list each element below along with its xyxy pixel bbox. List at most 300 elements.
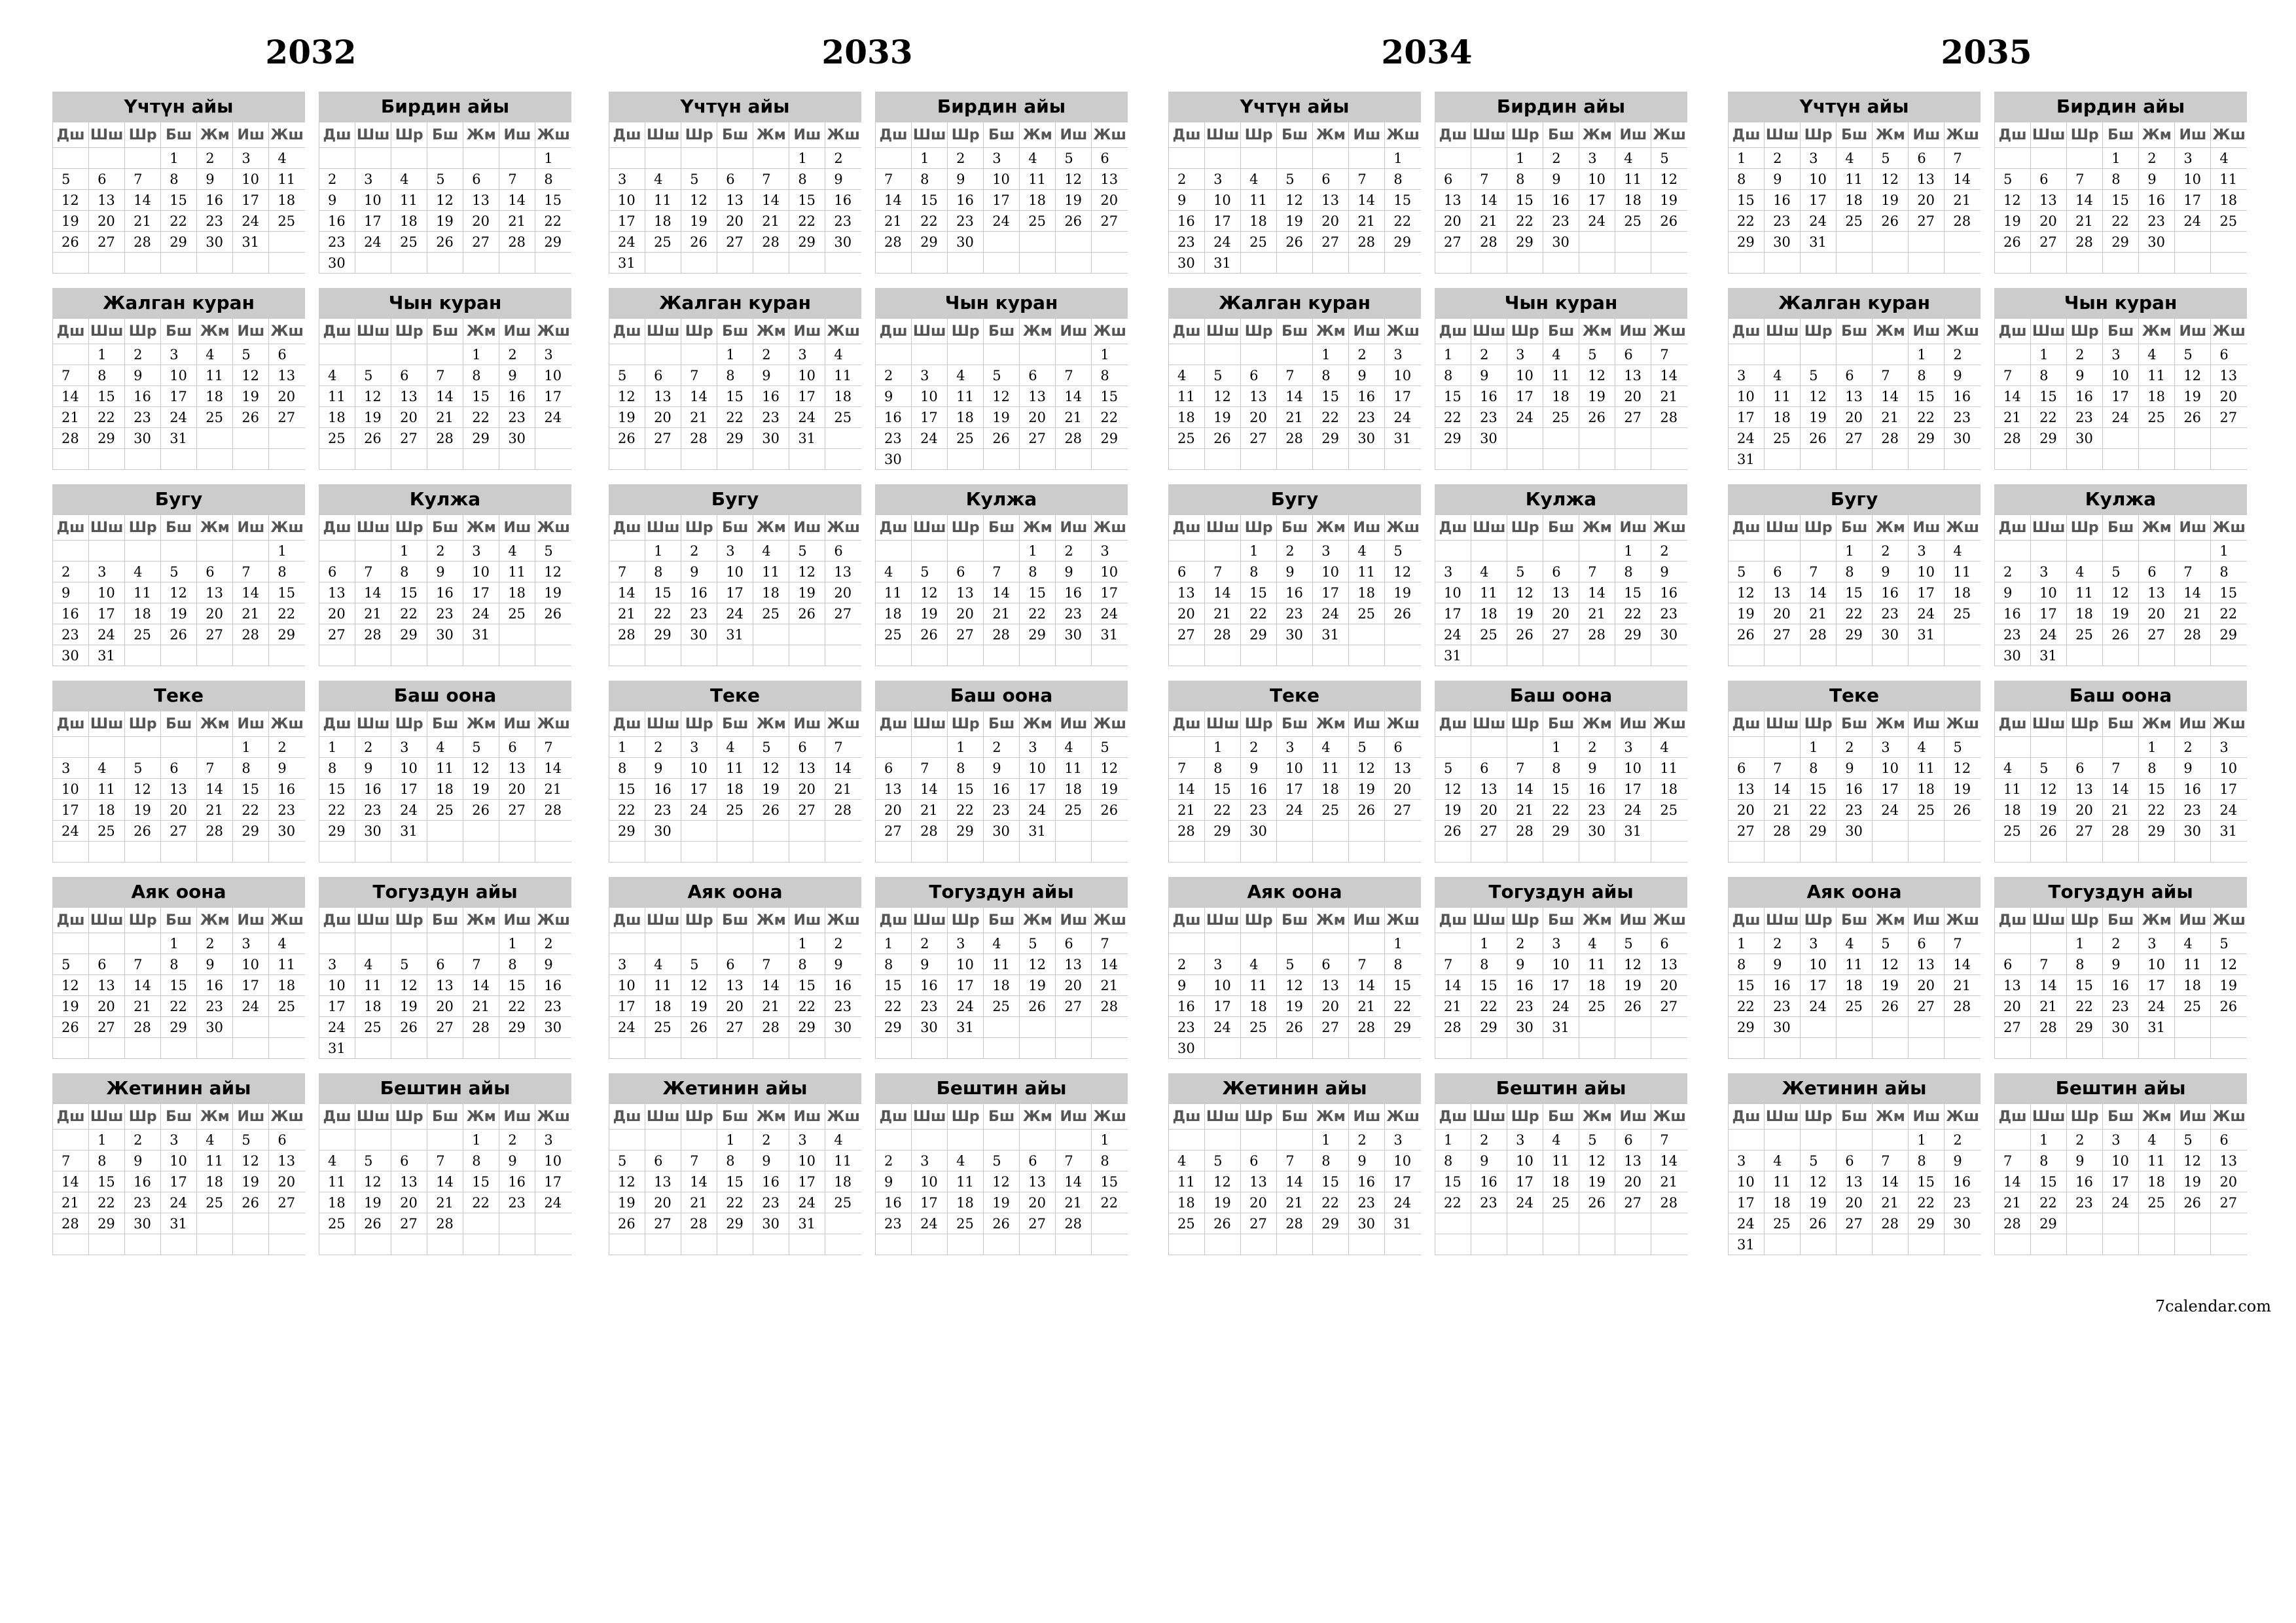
weekday-header: Жш xyxy=(269,711,305,737)
day-cell xyxy=(2067,1038,2103,1059)
day-cell: 8 xyxy=(1313,365,1349,386)
day-cell: 10 xyxy=(535,365,571,386)
day-cell: 24 xyxy=(1092,603,1128,624)
day-cell: 28 xyxy=(1765,821,1801,842)
day-cell: 16 xyxy=(2139,190,2175,211)
day-cell: 9 xyxy=(1765,169,1801,190)
day-cell: 12 xyxy=(753,758,789,779)
day-cell: 4 xyxy=(876,562,912,582)
day-cell: 13 xyxy=(269,365,305,386)
day-cell: 12 xyxy=(233,1150,269,1171)
day-cell: 22 xyxy=(1909,407,1945,428)
day-cell: 29 xyxy=(1909,1213,1945,1234)
day-cell: 25 xyxy=(1837,996,1873,1017)
day-cell: 11 xyxy=(825,365,861,386)
month-block xyxy=(319,92,571,272)
day-cell xyxy=(355,148,391,169)
day-cell xyxy=(269,1234,305,1255)
day-cell: 3 xyxy=(1205,169,1241,190)
day-cell: 25 xyxy=(1241,232,1277,253)
day-cell: 17 xyxy=(1385,1171,1421,1192)
day-cell: 11 xyxy=(1765,1171,1801,1192)
month-block xyxy=(1728,877,1981,1057)
day-cell: 13 xyxy=(2211,1150,2247,1171)
day-cell: 27 xyxy=(89,1017,125,1038)
day-cell: 22 xyxy=(319,800,355,821)
day-cell: 26 xyxy=(681,1017,717,1038)
day-cell xyxy=(2211,449,2247,470)
day-cell: 23 xyxy=(2067,407,2103,428)
day-cell: 7 xyxy=(499,169,535,190)
month-block xyxy=(1435,484,1687,664)
day-cell: 23 xyxy=(1056,603,1092,624)
day-cell: 16 xyxy=(1995,603,2031,624)
day-cell: 1 xyxy=(2031,1130,2067,1150)
day-cell: 4 xyxy=(319,365,355,386)
month-name: Тогуздун айы xyxy=(1435,877,1687,908)
day-cell: 17 xyxy=(2103,386,2139,407)
day-cell: 11 xyxy=(948,386,984,407)
day-cell: 26 xyxy=(53,1017,89,1038)
day-cell: 24 xyxy=(2103,407,2139,428)
day-cell xyxy=(2103,449,2139,470)
weekday-header: Шр xyxy=(125,908,161,933)
day-cell xyxy=(789,253,825,274)
day-cell: 21 xyxy=(125,996,161,1017)
day-cell: 30 xyxy=(912,1017,948,1038)
day-cell: 5 xyxy=(1995,169,2031,190)
day-cell: 19 xyxy=(2031,800,2067,821)
day-cell: 21 xyxy=(753,996,789,1017)
month-block xyxy=(1168,681,1421,861)
weekday-header: Жм xyxy=(1579,908,1615,933)
day-cell xyxy=(1507,737,1543,758)
day-cell: 1 xyxy=(269,541,305,562)
day-cell xyxy=(948,842,984,863)
day-cell: 24 xyxy=(912,1213,948,1234)
weekday-header: Дш xyxy=(1169,122,1205,148)
day-cell: 21 xyxy=(1056,407,1092,428)
month-block xyxy=(875,877,1128,1057)
day-cell: 7 xyxy=(1945,933,1981,954)
weekday-header: Шш xyxy=(645,515,681,541)
day-cell: 10 xyxy=(233,954,269,975)
day-cell: 15 xyxy=(269,582,305,603)
day-cell xyxy=(2175,645,2211,666)
day-cell: 19 xyxy=(1615,975,1651,996)
day-cell xyxy=(391,253,427,274)
day-cell: 21 xyxy=(1277,1192,1313,1213)
day-cell: 7 xyxy=(463,954,499,975)
day-cell: 10 xyxy=(789,365,825,386)
day-cell: 6 xyxy=(1092,148,1128,169)
day-cell: 15 xyxy=(1385,975,1421,996)
day-cell: 11 xyxy=(1837,169,1873,190)
day-cell: 30 xyxy=(753,1213,789,1234)
day-cell xyxy=(499,624,535,645)
day-cell: 28 xyxy=(1435,1017,1471,1038)
day-cell xyxy=(1579,253,1615,274)
day-cell: 27 xyxy=(1729,821,1765,842)
day-cell: 10 xyxy=(2031,582,2067,603)
day-cell: 14 xyxy=(197,779,233,800)
weekday-header: Шр xyxy=(1801,1104,1837,1130)
day-cell: 30 xyxy=(197,1017,233,1038)
month-grid xyxy=(1435,1104,1687,1255)
day-cell: 3 xyxy=(2103,344,2139,365)
weekday-header: Дш xyxy=(1995,908,2031,933)
day-cell: 11 xyxy=(269,954,305,975)
day-cell: 26 xyxy=(681,232,717,253)
month-block xyxy=(319,484,571,664)
day-cell xyxy=(1651,1234,1687,1255)
day-cell: 24 xyxy=(609,1017,645,1038)
day-cell xyxy=(2031,933,2067,954)
weekday-header: Жш xyxy=(825,1104,861,1130)
day-cell: 13 xyxy=(391,386,427,407)
day-cell: 20 xyxy=(391,1192,427,1213)
day-cell: 19 xyxy=(1205,1192,1241,1213)
weekday-header: Дш xyxy=(609,515,645,541)
day-cell: 13 xyxy=(1543,582,1579,603)
day-cell: 12 xyxy=(2031,779,2067,800)
day-cell xyxy=(355,645,391,666)
day-cell: 31 xyxy=(2139,1017,2175,1038)
day-cell: 14 xyxy=(1092,954,1128,975)
day-cell: 14 xyxy=(1651,1150,1687,1171)
day-cell: 23 xyxy=(1169,1017,1205,1038)
day-cell: 7 xyxy=(1277,1150,1313,1171)
day-cell: 8 xyxy=(876,954,912,975)
day-cell: 27 xyxy=(1837,428,1873,449)
day-cell: 2 xyxy=(53,562,89,582)
day-cell: 24 xyxy=(1615,800,1651,821)
day-cell: 3 xyxy=(1615,737,1651,758)
day-cell: 17 xyxy=(463,582,499,603)
day-cell xyxy=(717,148,753,169)
day-cell xyxy=(2067,645,2103,666)
day-cell: 11 xyxy=(825,1150,861,1171)
day-cell: 3 xyxy=(391,737,427,758)
day-cell: 7 xyxy=(2103,758,2139,779)
day-cell xyxy=(1729,1130,1765,1150)
day-cell: 3 xyxy=(1385,344,1421,365)
day-cell: 20 xyxy=(1651,975,1687,996)
day-cell: 14 xyxy=(1873,386,1909,407)
day-cell: 21 xyxy=(912,800,948,821)
weekday-header: Шр xyxy=(1801,515,1837,541)
day-cell: 25 xyxy=(269,996,305,1017)
weekday-header: Иш xyxy=(1056,711,1092,737)
day-cell: 2 xyxy=(753,344,789,365)
day-cell xyxy=(1277,449,1313,470)
weekday-header: Жм xyxy=(197,711,233,737)
day-cell: 28 xyxy=(1579,624,1615,645)
day-cell xyxy=(1349,253,1385,274)
month-name: Бештин айы xyxy=(875,1073,1128,1104)
day-cell xyxy=(161,541,197,562)
day-cell xyxy=(984,842,1020,863)
day-cell: 24 xyxy=(609,232,645,253)
day-cell: 3 xyxy=(789,344,825,365)
day-cell xyxy=(1801,344,1837,365)
month-name: Жетинин айы xyxy=(1168,1073,1421,1104)
day-cell: 15 xyxy=(535,190,571,211)
day-cell: 9 xyxy=(753,365,789,386)
day-cell xyxy=(645,645,681,666)
day-cell: 5 xyxy=(125,758,161,779)
weekday-header: Иш xyxy=(789,319,825,344)
day-cell: 3 xyxy=(1873,737,1909,758)
day-cell xyxy=(1169,1234,1205,1255)
day-cell: 10 xyxy=(1543,954,1579,975)
day-cell: 14 xyxy=(2103,779,2139,800)
day-cell: 9 xyxy=(948,169,984,190)
weekday-header: Иш xyxy=(789,1104,825,1130)
day-cell xyxy=(2103,428,2139,449)
day-cell xyxy=(1241,1234,1277,1255)
month-grid xyxy=(609,711,861,863)
day-cell: 16 xyxy=(1349,386,1385,407)
day-cell: 22 xyxy=(717,407,753,428)
day-cell: 15 xyxy=(1729,975,1765,996)
day-cell: 12 xyxy=(1651,169,1687,190)
day-cell: 1 xyxy=(1435,344,1471,365)
weekday-header: Дш xyxy=(53,515,89,541)
day-cell: 6 xyxy=(2067,758,2103,779)
month-block xyxy=(52,92,305,272)
month-grid xyxy=(1728,515,1981,666)
day-cell xyxy=(161,253,197,274)
weekday-header: Жм xyxy=(2139,319,2175,344)
day-cell: 14 xyxy=(2175,582,2211,603)
day-cell: 10 xyxy=(1313,562,1349,582)
weekday-header: Шш xyxy=(1765,319,1801,344)
day-cell xyxy=(1205,1130,1241,1150)
weekday-header: Шр xyxy=(2067,1104,2103,1130)
day-cell xyxy=(427,842,463,863)
weekday-header: Шр xyxy=(2067,122,2103,148)
day-cell: 21 xyxy=(984,603,1020,624)
month-grid xyxy=(1435,711,1687,863)
day-cell: 7 xyxy=(2067,169,2103,190)
day-cell xyxy=(2067,1213,2103,1234)
weekday-header: Жш xyxy=(269,1104,305,1130)
day-cell: 31 xyxy=(789,428,825,449)
day-cell: 28 xyxy=(355,624,391,645)
weekday-header: Бш xyxy=(717,1104,753,1130)
day-cell: 8 xyxy=(319,758,355,779)
day-cell xyxy=(355,253,391,274)
day-cell xyxy=(1277,1130,1313,1150)
day-cell: 30 xyxy=(53,645,89,666)
day-cell: 29 xyxy=(1507,232,1543,253)
day-cell: 6 xyxy=(319,562,355,582)
day-cell xyxy=(463,1234,499,1255)
weekday-header: Дш xyxy=(1435,515,1471,541)
day-cell: 27 xyxy=(1385,800,1421,821)
day-cell: 23 xyxy=(499,1192,535,1213)
weekday-header: Иш xyxy=(1909,908,1945,933)
day-cell: 28 xyxy=(2103,821,2139,842)
day-cell: 26 xyxy=(1277,1017,1313,1038)
day-cell: 17 xyxy=(355,211,391,232)
day-cell: 26 xyxy=(53,232,89,253)
day-cell: 21 xyxy=(1579,603,1615,624)
day-cell: 1 xyxy=(1543,737,1579,758)
day-cell: 8 xyxy=(463,1150,499,1171)
day-cell: 3 xyxy=(912,1150,948,1171)
weekday-header: Шш xyxy=(355,1104,391,1130)
day-cell xyxy=(319,148,355,169)
day-cell: 30 xyxy=(825,232,861,253)
day-cell: 5 xyxy=(1729,562,1765,582)
day-cell: 23 xyxy=(984,800,1020,821)
day-cell: 9 xyxy=(2175,758,2211,779)
day-cell: 29 xyxy=(912,232,948,253)
day-cell: 17 xyxy=(89,603,125,624)
month-name: Үчтүн айы xyxy=(52,92,305,122)
watermark: 7calendar.com xyxy=(2155,1297,2271,1315)
day-cell: 5 xyxy=(161,562,197,582)
day-cell: 11 xyxy=(269,169,305,190)
weekday-header: Жш xyxy=(535,319,571,344)
day-cell: 7 xyxy=(681,365,717,386)
day-cell: 26 xyxy=(1020,996,1056,1017)
weekday-header: Дш xyxy=(1729,908,1765,933)
day-cell: 4 xyxy=(1615,148,1651,169)
day-cell: 18 xyxy=(1615,190,1651,211)
weekday-header: Жш xyxy=(1385,319,1421,344)
day-cell: 19 xyxy=(1995,211,2031,232)
day-cell xyxy=(681,449,717,470)
day-cell: 1 xyxy=(161,148,197,169)
month-block xyxy=(1994,92,2247,272)
day-cell: 10 xyxy=(1277,758,1313,779)
day-cell: 20 xyxy=(948,603,984,624)
day-cell: 1 xyxy=(463,1130,499,1150)
day-cell: 10 xyxy=(2211,758,2247,779)
month-name: Бугу xyxy=(1728,484,1981,515)
day-cell: 2 xyxy=(984,737,1020,758)
month-grid xyxy=(875,122,1128,274)
weekday-header: Жш xyxy=(535,908,571,933)
day-cell: 8 xyxy=(463,365,499,386)
month-block xyxy=(875,288,1128,468)
day-cell xyxy=(1092,449,1128,470)
day-cell xyxy=(2139,1213,2175,1234)
day-cell: 23 xyxy=(645,800,681,821)
day-cell: 10 xyxy=(89,582,125,603)
day-cell: 23 xyxy=(1945,1192,1981,1213)
weekday-header: Жм xyxy=(463,515,499,541)
day-cell: 15 xyxy=(1615,582,1651,603)
day-cell: 12 xyxy=(1615,954,1651,975)
day-cell: 8 xyxy=(1837,562,1873,582)
day-cell: 6 xyxy=(645,1150,681,1171)
day-cell: 12 xyxy=(1385,562,1421,582)
day-cell: 30 xyxy=(1945,428,1981,449)
day-cell: 15 xyxy=(1313,1171,1349,1192)
day-cell xyxy=(269,645,305,666)
day-cell xyxy=(984,232,1020,253)
day-cell: 2 xyxy=(1507,933,1543,954)
day-cell: 26 xyxy=(1277,232,1313,253)
weekday-header: Шр xyxy=(125,711,161,737)
day-cell: 20 xyxy=(197,603,233,624)
day-cell: 11 xyxy=(1169,1171,1205,1192)
day-cell: 8 xyxy=(1313,1150,1349,1171)
day-cell: 5 xyxy=(233,344,269,365)
day-cell: 3 xyxy=(2139,933,2175,954)
weekday-header: Дш xyxy=(1729,122,1765,148)
day-cell xyxy=(2175,232,2211,253)
day-cell xyxy=(948,541,984,562)
weekday-header: Иш xyxy=(233,515,269,541)
weekday-header: Иш xyxy=(233,122,269,148)
day-cell: 13 xyxy=(1313,975,1349,996)
day-cell: 6 xyxy=(1241,365,1277,386)
month-grid xyxy=(52,319,305,470)
day-cell xyxy=(1056,253,1092,274)
weekday-header: Иш xyxy=(499,711,535,737)
day-cell xyxy=(89,842,125,863)
day-cell: 7 xyxy=(1435,954,1471,975)
weekday-header: Жм xyxy=(1313,319,1349,344)
day-cell: 19 xyxy=(2103,603,2139,624)
day-cell: 16 xyxy=(1765,975,1801,996)
day-cell: 7 xyxy=(1873,1150,1909,1171)
month-grid xyxy=(319,908,571,1059)
month-name: Теке xyxy=(52,681,305,711)
weekday-header: Шш xyxy=(2031,319,2067,344)
day-cell xyxy=(2031,737,2067,758)
day-cell: 13 xyxy=(825,562,861,582)
day-cell: 10 xyxy=(1909,562,1945,582)
day-cell xyxy=(53,933,89,954)
day-cell: 20 xyxy=(1471,800,1507,821)
day-cell: 20 xyxy=(876,800,912,821)
day-cell: 30 xyxy=(984,821,1020,842)
weekday-header: Бш xyxy=(2103,319,2139,344)
day-cell: 21 xyxy=(1471,211,1507,232)
day-cell: 13 xyxy=(1909,954,1945,975)
day-cell: 14 xyxy=(1651,365,1687,386)
day-cell xyxy=(825,1234,861,1255)
day-cell: 10 xyxy=(912,386,948,407)
day-cell xyxy=(1945,232,1981,253)
day-cell: 5 xyxy=(789,541,825,562)
day-cell: 21 xyxy=(681,1192,717,1213)
day-cell: 6 xyxy=(1471,758,1507,779)
day-cell: 17 xyxy=(53,800,89,821)
day-cell: 24 xyxy=(535,1192,571,1213)
weekday-header: Жм xyxy=(463,711,499,737)
day-cell: 18 xyxy=(1313,779,1349,800)
day-cell: 25 xyxy=(1837,211,1873,232)
weekday-header: Жш xyxy=(269,319,305,344)
day-cell: 26 xyxy=(1435,821,1471,842)
day-cell: 17 xyxy=(2103,1171,2139,1192)
day-cell: 19 xyxy=(984,407,1020,428)
day-cell: 1 xyxy=(1615,541,1651,562)
day-cell: 30 xyxy=(2103,1017,2139,1038)
day-cell: 1 xyxy=(876,933,912,954)
weekday-header: Шш xyxy=(912,1104,948,1130)
day-cell xyxy=(535,821,571,842)
day-cell xyxy=(233,541,269,562)
day-cell: 16 xyxy=(499,1171,535,1192)
